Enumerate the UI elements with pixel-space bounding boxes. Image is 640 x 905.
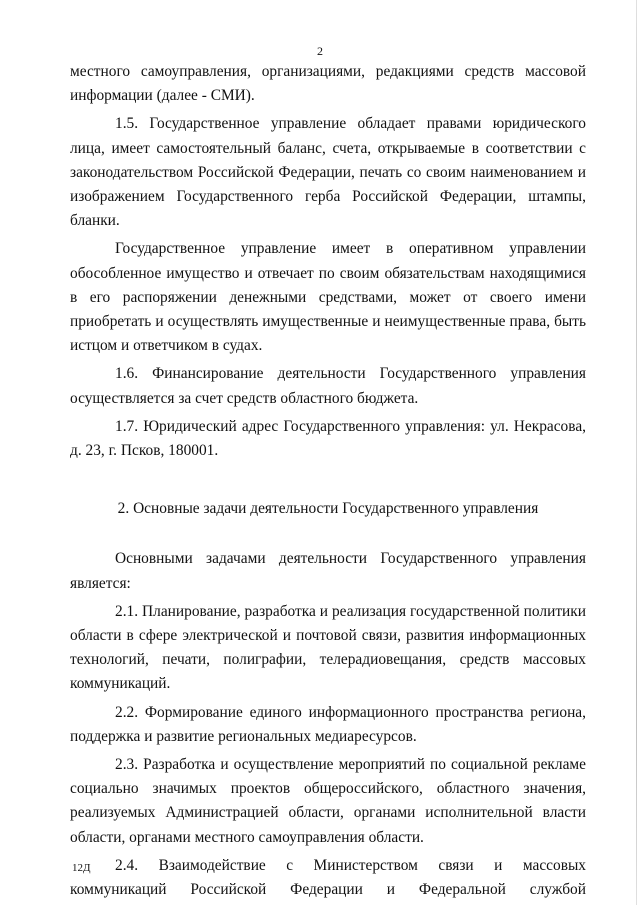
paragraph-2-3: 2.3. Разработка и осуществление мероприятий по социальной рекламе социально значимых проектов общероссийского, областного значения, реализуемых Администрацией области, органами исполнительной власти области, органами местного самоуправления области. bbox=[70, 756, 586, 846]
paragraph-tasks-intro: Основными задачами деятельности Государственного управления является: bbox=[70, 550, 586, 592]
footer-code: 12Д bbox=[72, 862, 91, 874]
scan-edge bbox=[636, 0, 637, 905]
paragraph-continuation: местного самоуправления, организациями, редакциями средств массовой информации (далее - СМИ). bbox=[70, 63, 586, 105]
paragraph-1-7: 1.7. Юридический адрес Государственного управления: ул. Некрасова, д. 23, г. Псков, 180001. bbox=[70, 417, 586, 460]
paragraph-2-2: 2.2. Формирование единого информационного пространства региона, поддержка и развитие региональных медиаресурсов. bbox=[70, 703, 586, 745]
document-body bbox=[70, 60, 586, 902]
paragraph-2-4: 2.4. Взаимодействие с Министерством связи и массовых коммуникаций Российской Федерации и Федеральной службой bbox=[70, 856, 586, 899]
section-heading: 2. Основные задачи деятельности Государственного управления bbox=[117, 500, 539, 518]
paragraph-2-1: 2.1. Планирование, разработка и реализация государственной политики области в сфере электрической и почтовой связи, развития информационных технологий, печати, полиграфии, телерадиовещания, средств массовых коммуникаций. bbox=[70, 602, 586, 693]
page-number: 2 bbox=[317, 44, 323, 58]
paragraph-property: Государственное управление имеет в оперативном управлении обособленное имущество и отвечает по своим обязательствам находящимися в его распоряжении денежными средствами, может от своего имени приобретать и осуществлять имущественные и неимущественные права, быть истцом и ответчиком в судах. bbox=[70, 240, 586, 355]
paragraph-1-5: 1.5. Государственное управление обладает правами юридического лица, имеет самостоятельный баланс, счета, открываемые в соответствии с законодательством Российской Федерации, печать со своим наименованием и изображением Государственного герба Российской Федерации, штампы, бланки. bbox=[70, 115, 586, 230]
paragraph-1-6: 1.6. Финансирование деятельности Государственного управления осуществляется за счет средств областного бюджета. bbox=[70, 365, 586, 407]
